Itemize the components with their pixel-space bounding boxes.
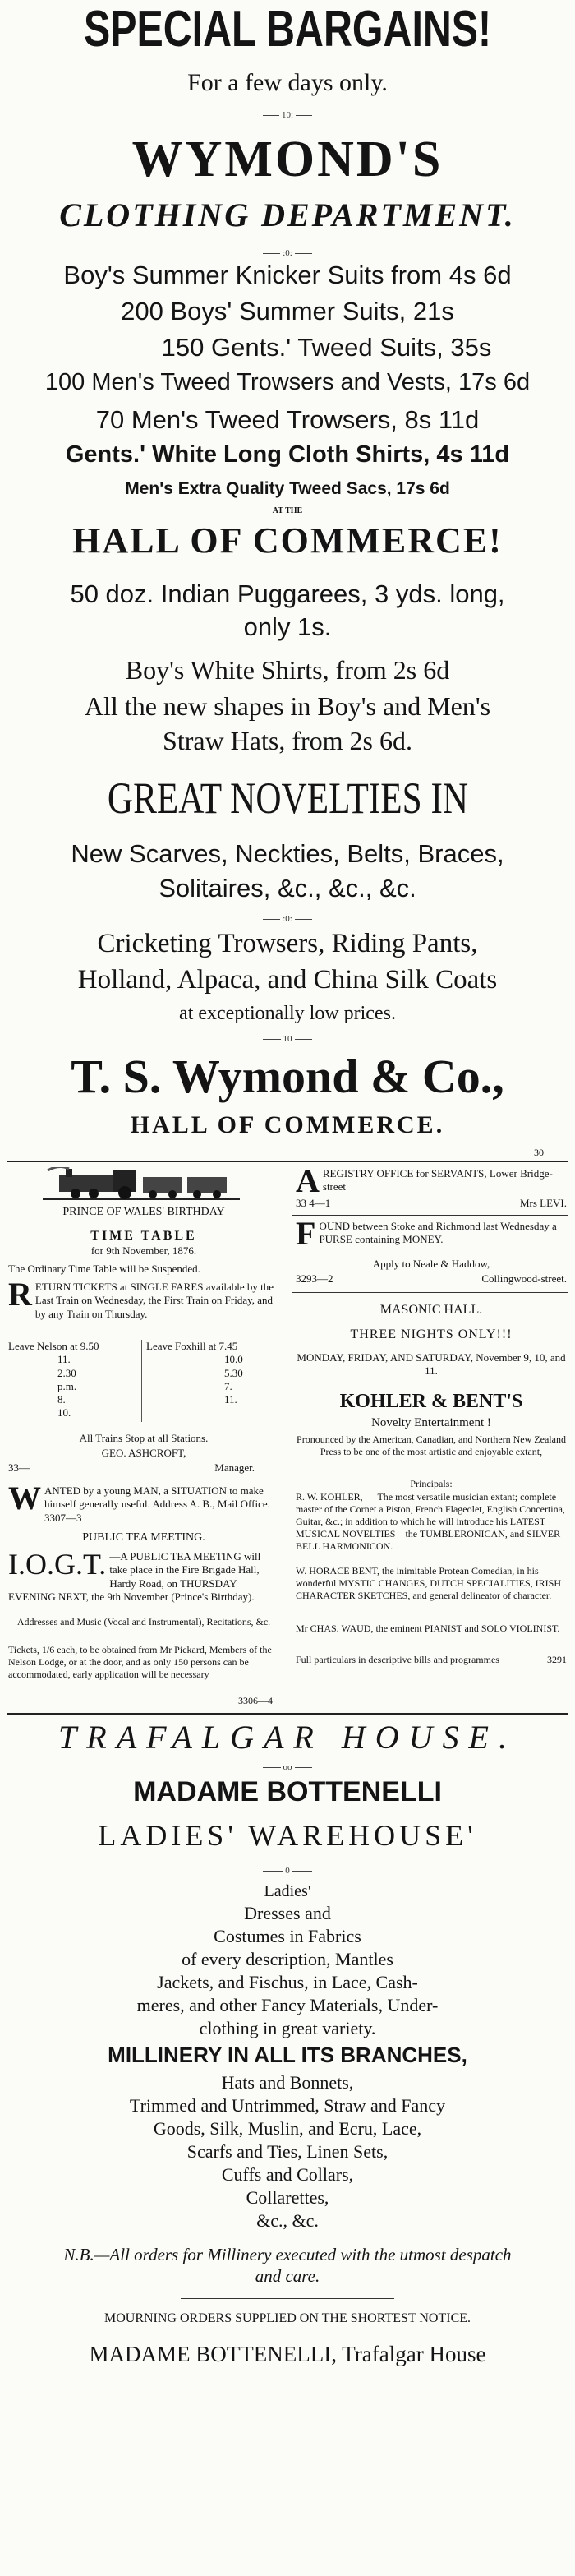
millinery-line: Hats and Bonnets, — [221, 2072, 354, 2093]
iogt-ad: I.O.G.T. —A PUBLIC TEA MEETING will take place in the Fire Brigade Hall, Hardy Road, on THURSDAY EVENING NEXT, the 9th November (Prince's Birthday). — [8, 1548, 261, 1603]
cricket-line-2: Holland, Alpaca, and China Silk Coats — [77, 965, 498, 995]
goods-line: Ladies' — [264, 1882, 311, 1900]
divider — [7, 1161, 568, 1162]
nb-line-1: N.B.—All orders for Millinery executed with the utmost despatch — [63, 2245, 512, 2264]
scarves-line-1: New Scarves, Neckties, Belts, Braces, — [71, 839, 504, 868]
millinery-line: Trimmed and Untrimmed, Straw and Fancy — [129, 2095, 446, 2116]
item-sacs: Men's Extra Quality Tweed Sacs, 17s 6d — [125, 479, 450, 498]
train-engine-icon — [43, 1167, 240, 1203]
divider — [181, 2298, 394, 2299]
time-table-date: for 9th November, 1876. — [90, 1244, 197, 1257]
all-trains-stop: All Trains Stop at all Stations. — [79, 1432, 209, 1444]
return-tickets: RETURN TICKETS at SINGLE FARES available by the Last Train on Wednesday, the First Train on Friday, and by any Train on Thursday. — [8, 1276, 274, 1320]
separator: 10: — [263, 110, 312, 120]
puggarees-line-1: 50 doz. Indian Puggarees, 3 yds. long, — [70, 579, 505, 608]
millinery-line: Goods, Silk, Muslin, and Ecru, Lace, — [153, 2118, 422, 2139]
registry-footer: 33 4—1 Mrs LEVI. — [296, 1197, 567, 1209]
cricket-line-3: at exceptionally low prices. — [179, 1003, 396, 1024]
ashcroft: GEO. ASHCROFT, — [101, 1447, 186, 1459]
wanted-ad: WANTED by a young MAN, a SITUATION to make himself generally useful. Address A. B., Mail Office. 3307—3 — [8, 1480, 270, 1524]
prince-birthday-title: PRINCE OF WALES' BIRTHDAY — [62, 1206, 225, 1218]
divider — [7, 1713, 568, 1715]
separator: 10 — [263, 1034, 312, 1044]
firm-hall: HALL OF COMMERCE. — [130, 1111, 445, 1138]
addresses: Addresses and Music (Vocal and Instrumental), Recitations, &c. — [16, 1616, 271, 1627]
puggarees-line-2: only 1s. — [243, 612, 332, 641]
hall-of-commerce: HALL OF COMMERCE! — [72, 520, 503, 561]
column-divider — [287, 1164, 288, 1503]
headline: SPECIAL BARGAINS! — [83, 1, 492, 58]
full-particulars: Full particulars in descriptive bills and programmes 3291 — [296, 1654, 567, 1665]
goods-line: Costumes in Fabrics — [214, 1926, 361, 1946]
nb-line-2: and care. — [255, 2266, 320, 2286]
millinery-line: Cuffs and Collars, — [221, 2164, 354, 2185]
principals-heading: Principals: — [410, 1478, 453, 1489]
straw-hats-line-2: Straw Hats, from 2s 6d. — [163, 726, 412, 755]
three-nights: THREE NIGHTS ONLY!!! — [350, 1327, 513, 1341]
cricket-line-1: Cricketing Trowsers, Riding Pants, — [97, 929, 478, 958]
divider — [292, 1215, 568, 1216]
goods-line: clothing in great variety. — [199, 2018, 376, 2038]
signature-line: MADAME BOTTENELLI, Trafalgar House — [89, 2342, 486, 2366]
nelson-times: Leave Nelson at 9.50 11. 2.30 p.m. 8. 10. — [8, 1340, 99, 1420]
bent-bio: W. HORACE BENT, the inimitable Protean Comedian, in his wonderful MYSTIC CHANGES, DUTCH SPECIALITIES, IRISH CHARACTER SKETCHES, and general delineator of character. — [296, 1565, 561, 1601]
table-divider — [141, 1340, 142, 1422]
kohler-bio: R. W. KOHLER, — The most versatile musician extant; complete master of the Cornet a Piston, French Flageolet, English Concertina, Guitar, &c.; in addition to which he will introduce his LATEST MUSICAL NOVELTIES—the TUMBLERONICAN, and SILVER BELL HARMONICON. — [296, 1491, 565, 1552]
found-ad: FOUND between Stoke and Richmond last Wednesday a PURSE containing MONEY. — [296, 1215, 557, 1252]
separator: :0: — [263, 914, 312, 924]
novelties-title: GREAT NOVELTIES IN — [107, 773, 468, 823]
tickets-info: Tickets, 1/6 each, to be obtained from Mr Pickard, Members of the Nelson Lodge, or at the door, and as only 150 persons can be accommodated, early application will be necessary — [8, 1644, 272, 1680]
item-knicker-suits: Boy's Summer Knicker Suits from 4s 6d — [63, 261, 512, 289]
mourning-orders: MOURNING ORDERS SUPPLIED ON THE SHORTEST NOTICE. — [104, 2311, 472, 2325]
divider — [292, 1292, 568, 1293]
goods-line: Dresses and — [244, 1903, 331, 1923]
separator: 0 — [263, 1866, 312, 1876]
millinery-line: &c., &c. — [256, 2210, 319, 2231]
waud-bio: Mr CHAS. WAUD, the eminent PIANIST and SOLO VIOLINIST. — [296, 1623, 560, 1634]
goods-line: meres, and other Fancy Materials, Under- — [136, 1995, 439, 2015]
item-tweed-trowsers: 70 Men's Tweed Trowsers, 8s 11d — [95, 405, 480, 434]
separator: oo — [263, 1762, 312, 1772]
found-footer: 3293—2 Collingwood-street. — [296, 1272, 567, 1285]
at-the: AT THE — [272, 506, 303, 515]
madame-bottenelli: MADAME BOTTENELLI — [133, 1776, 442, 1807]
scarves-line-2: Solitaires, &c., &c., &c. — [159, 874, 416, 903]
store-name: WYMOND'S — [131, 132, 444, 187]
time-table-ordinary: The Ordinary Time Table will be Suspended. — [8, 1263, 200, 1275]
item-shirts: Gents.' White Long Cloth Shirts, 4s 11d — [65, 441, 510, 468]
item-trowsers-vests: 100 Men's Tweed Trowsers and Vests, 17s 6d — [44, 369, 531, 395]
ladies-warehouse: LADIES' WAREHOUSE' — [98, 1819, 477, 1852]
white-shirts: Boy's White Shirts, from 2s 6d — [125, 655, 450, 685]
kohler-bent-title: KOHLER & BENT'S — [339, 1391, 523, 1412]
millinery-line: Collarettes, — [246, 2187, 329, 2208]
millinery-line: Scarfs and Ties, Linen Sets, — [186, 2141, 389, 2162]
separator: :0: — [263, 248, 312, 258]
tickets-ref: 3306—4 — [238, 1695, 273, 1706]
manager-line: 33— Manager. — [8, 1461, 255, 1474]
straw-hats-line-1: All the new shapes in Boy's and Men's — [84, 691, 491, 721]
department-title: CLOTHING DEPARTMENT. — [59, 196, 516, 233]
millinery-title: MILLINERY IN ALL ITS BRANCHES, — [108, 2043, 467, 2067]
foxhill-times: Leave Foxhill at 7.45 10.0 5.30 7. 11. — [146, 1340, 243, 1406]
found-apply: Apply to Neale & Haddow, — [372, 1258, 490, 1270]
registry-ad: AREGISTRY OFFICE for SERVANTS, Lower Bridge-street — [296, 1162, 553, 1199]
goods-line: Jackets, and Fischus, in Lace, Cash- — [157, 1972, 418, 1992]
masonic-hall: MASONIC HALL. — [380, 1303, 483, 1317]
tea-meeting-title: PUBLIC TEA MEETING. — [82, 1531, 205, 1544]
trafalgar-title: TRAFALGAR HOUSE. — [58, 1719, 517, 1756]
press-quote: Pronounced by the American, Canadian, and Northern New Zealand Press to be one of the most artistic and enjoyable extant, — [297, 1433, 566, 1457]
item-boys-suits: 200 Boys' Summer Suits, 21s — [121, 297, 454, 325]
ad-reference: 30 — [534, 1147, 544, 1158]
goods-line: of every description, Mantles — [182, 1949, 393, 1969]
time-table-title: TIME TABLE — [90, 1229, 197, 1243]
performance-days: MONDAY, FRIDAY, AND SATURDAY, November 9, 10, and 11. — [297, 1351, 566, 1378]
item-tweed-suits: 150 Gents.' Tweed Suits, 35s — [161, 333, 492, 362]
subhead: For a few days only. — [187, 69, 388, 96]
firm-name: T. S. Wymond & Co., — [71, 1050, 504, 1103]
novelty-entertainment: Novelty Entertainment ! — [371, 1416, 491, 1429]
